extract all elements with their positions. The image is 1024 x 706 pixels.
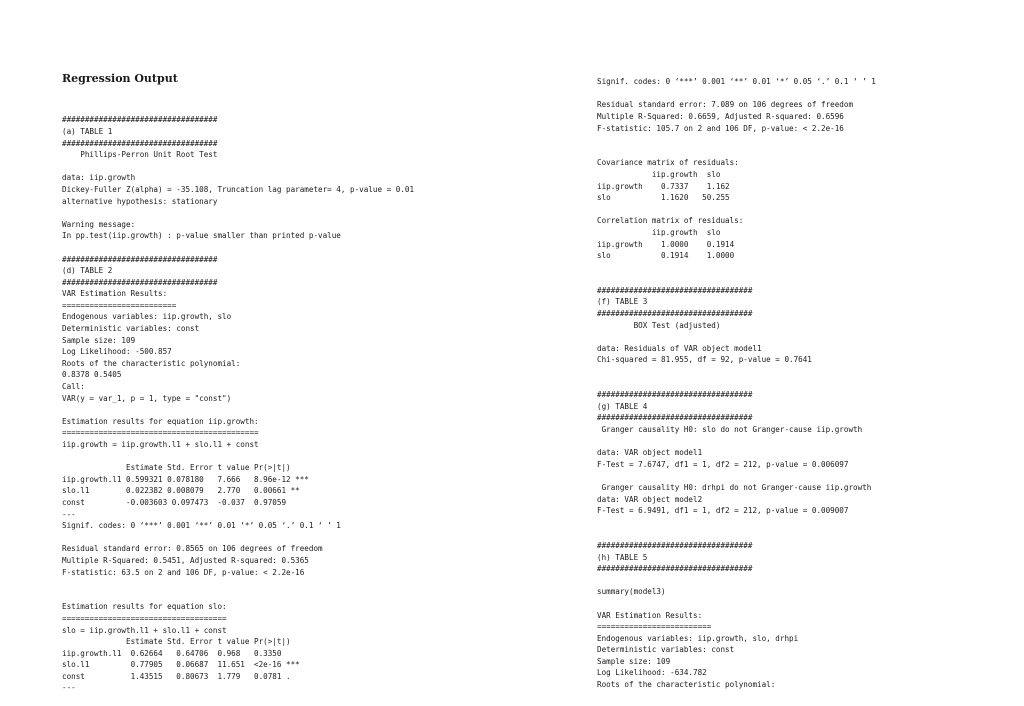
output-line [597, 88, 1017, 100]
output-line [597, 470, 1017, 482]
output-line: const 1.43515 0.80673 1.779 0.0781 . [62, 671, 291, 681]
output-line: Granger causality H0: slo do not Granger-cause iip.growth [597, 425, 863, 434]
output-line: Estimation results for equation iip.growth: [62, 416, 259, 426]
output-line: Sample size: 109 [597, 656, 671, 666]
output-line [597, 331, 1017, 343]
output-line: ################################## [62, 115, 218, 125]
output-line: F-statistic: 105.7 on 2 and 106 DF, p-value: < 2.2e-16 [597, 123, 844, 133]
output-line [597, 378, 1017, 390]
output-line: Chi-squared = 81.955, df = 92, p-value = 0.7641 [597, 355, 812, 365]
output-line: ========================= [597, 622, 712, 632]
output-line: =========================================== [62, 428, 259, 438]
output-line: Signif. codes: 0 ‘***’ 0.001 ‘**’ 0.01 ‘*’ 0.05 ‘.’ 0.1 ‘ ’ 1 [62, 521, 341, 531]
output-line: alternative hypothesis: stationary [62, 196, 218, 206]
output-line: ################################## [597, 564, 753, 574]
output-line: Covariance matrix of residuals: [597, 158, 739, 168]
output-line: Phillips-Perron Unit Root Test [62, 150, 218, 160]
output-line: iip.growth 1.0000 0.1914 [597, 239, 735, 249]
output-line [62, 532, 502, 544]
output-line: Residual standard error: 7.089 on 106 degrees of freedom [597, 100, 854, 110]
output-line: ################################## [597, 390, 753, 400]
output-line [597, 204, 1017, 216]
output-line [597, 366, 1017, 378]
output-line: Estimate Std. Error t value Pr(>|t|) [62, 463, 291, 473]
output-line: ################################## [597, 309, 753, 319]
output-line: F-Test = 6.9491, df1 = 1, df2 = 212, p-value = 0.009007 [597, 506, 849, 516]
output-line: (a) TABLE 1 [62, 126, 113, 136]
output-line: Log Likelihood: -500.857 [62, 347, 172, 357]
output-line [597, 575, 1017, 587]
output-line [62, 161, 502, 173]
output-line [62, 590, 502, 602]
output-line: const -0.003603 0.097473 -0.037 0.97059 [62, 497, 287, 507]
output-line: ==================================== [62, 613, 227, 623]
output-line: F-statistic: 63.5 on 2 and 106 DF, p-value: < 2.2e-16 [62, 567, 305, 577]
right-output-text [597, 76, 1017, 690]
output-line: Roots of the characteristic polynomial: [597, 680, 776, 690]
output-line: data: Residuals of VAR object model1 [597, 343, 762, 353]
output-line: Residual standard error: 0.8565 on 106 degrees of freedom [62, 544, 323, 554]
output-line: ################################## [597, 413, 753, 423]
output-line: Warning message: [62, 219, 136, 229]
output-line: VAR Estimation Results: [597, 610, 703, 620]
page-title: Regression Output [62, 72, 178, 86]
output-line: iip.growth 0.7337 1.162 [597, 181, 730, 191]
output-line: --- [62, 683, 76, 693]
output-line: VAR Estimation Results: [62, 289, 168, 299]
output-line: Deterministic variables: const [62, 324, 200, 334]
output-line: Multiple R-Squared: 0.5451, Adjusted R-squared: 0.5365 [62, 555, 309, 565]
output-line: F-Test = 7.6747, df1 = 1, df2 = 212, p-value = 0.006097 [597, 459, 849, 469]
left-output-text [62, 114, 502, 694]
output-line: iip.growth = iip.growth.l1 + slo.l1 + const [62, 440, 259, 449]
output-line: --- [62, 509, 76, 519]
output-line: slo 1.1620 50.255 [597, 193, 730, 203]
output-line: Endogenous variables: iip.growth, slo, drhpi [597, 633, 799, 643]
output-line: slo 0.1914 1.0000 [597, 251, 735, 261]
output-line [62, 578, 502, 590]
output-line: data: VAR object model2 [597, 494, 703, 504]
output-line [597, 146, 1017, 158]
output-line: ################################## [62, 254, 218, 264]
output-line: Sample size: 109 [62, 335, 136, 345]
output-line: summary(model3) [597, 587, 666, 597]
left-column [62, 48, 502, 706]
output-line: Multiple R-Squared: 0.6659, Adjusted R-squared: 0.6596 [597, 111, 844, 121]
output-line: BOX Test (adjusted) [597, 320, 721, 330]
output-line: ################################## [597, 285, 753, 295]
output-line [597, 436, 1017, 448]
output-line: (h) TABLE 5 [597, 552, 648, 562]
output-line: ################################## [62, 277, 218, 287]
output-line: Dickey-Fuller Z(alpha) = -35.108, Truncation lag parameter= 4, p-value = 0.01 [62, 184, 415, 194]
output-line [597, 598, 1017, 610]
output-line: Roots of the characteristic polynomial: [62, 358, 241, 368]
output-line: Granger causality H0: drhpi do not Granger-cause iip.growth [597, 482, 872, 492]
output-line: data: VAR object model1 [597, 448, 703, 458]
output-line: Log Likelihood: -634.782 [597, 668, 707, 678]
output-line: iip.growth slo [597, 227, 721, 237]
output-line: data: iip.growth [62, 173, 136, 183]
output-line [597, 273, 1017, 285]
output-line [62, 242, 502, 254]
output-line [597, 134, 1017, 146]
right-column [597, 53, 1017, 702]
output-line [597, 517, 1017, 529]
output-line: (f) TABLE 3 [597, 297, 648, 307]
output-line: slo.l1 0.022382 0.008079 2.770 0.00661 ** [62, 486, 300, 496]
output-line: ################################## [62, 138, 218, 148]
output-line: iip.growth slo [597, 169, 721, 179]
output-line: In pp.test(iip.growth) : p-value smaller than printed p-value [62, 231, 341, 241]
output-line: slo = iip.growth.l1 + slo.l1 + const [62, 625, 227, 635]
output-line: Correlation matrix of residuals: [597, 216, 744, 226]
output-line [597, 262, 1017, 274]
output-line: Signif. codes: 0 ‘***’ 0.001 ‘**’ 0.01 ‘*’ 0.05 ‘.’ 0.1 ‘ ’ 1 [597, 77, 876, 87]
output-line: iip.growth.l1 0.599321 0.078180 7.666 8.96e-12 *** [62, 474, 309, 484]
output-line: iip.growth.l1 0.62664 0.64706 0.968 0.3350 [62, 648, 282, 658]
output-line [62, 451, 502, 463]
output-line [62, 207, 502, 219]
output-line: VAR(y = var_1, p = 1, type = "const") [62, 393, 232, 403]
output-line: Estimation results for equation slo: [62, 602, 227, 612]
output-line: (g) TABLE 4 [597, 401, 648, 411]
output-line: Call: [62, 382, 85, 392]
output-line: Endogenous variables: iip.growth, slo [62, 312, 232, 322]
output-line: ################################## [597, 540, 753, 550]
output-line [62, 404, 502, 416]
output-line: slo.l1 0.77905 0.06687 11.651 <2e-16 *** [62, 660, 300, 670]
output-line: (d) TABLE 2 [62, 266, 113, 276]
output-line: ========================= [62, 300, 177, 310]
output-line: Deterministic variables: const [597, 645, 735, 655]
output-line: 0.8378 0.5405 [62, 370, 122, 380]
output-line [597, 528, 1017, 540]
output-line: Estimate Std. Error t value Pr(>|t|) [62, 637, 291, 647]
